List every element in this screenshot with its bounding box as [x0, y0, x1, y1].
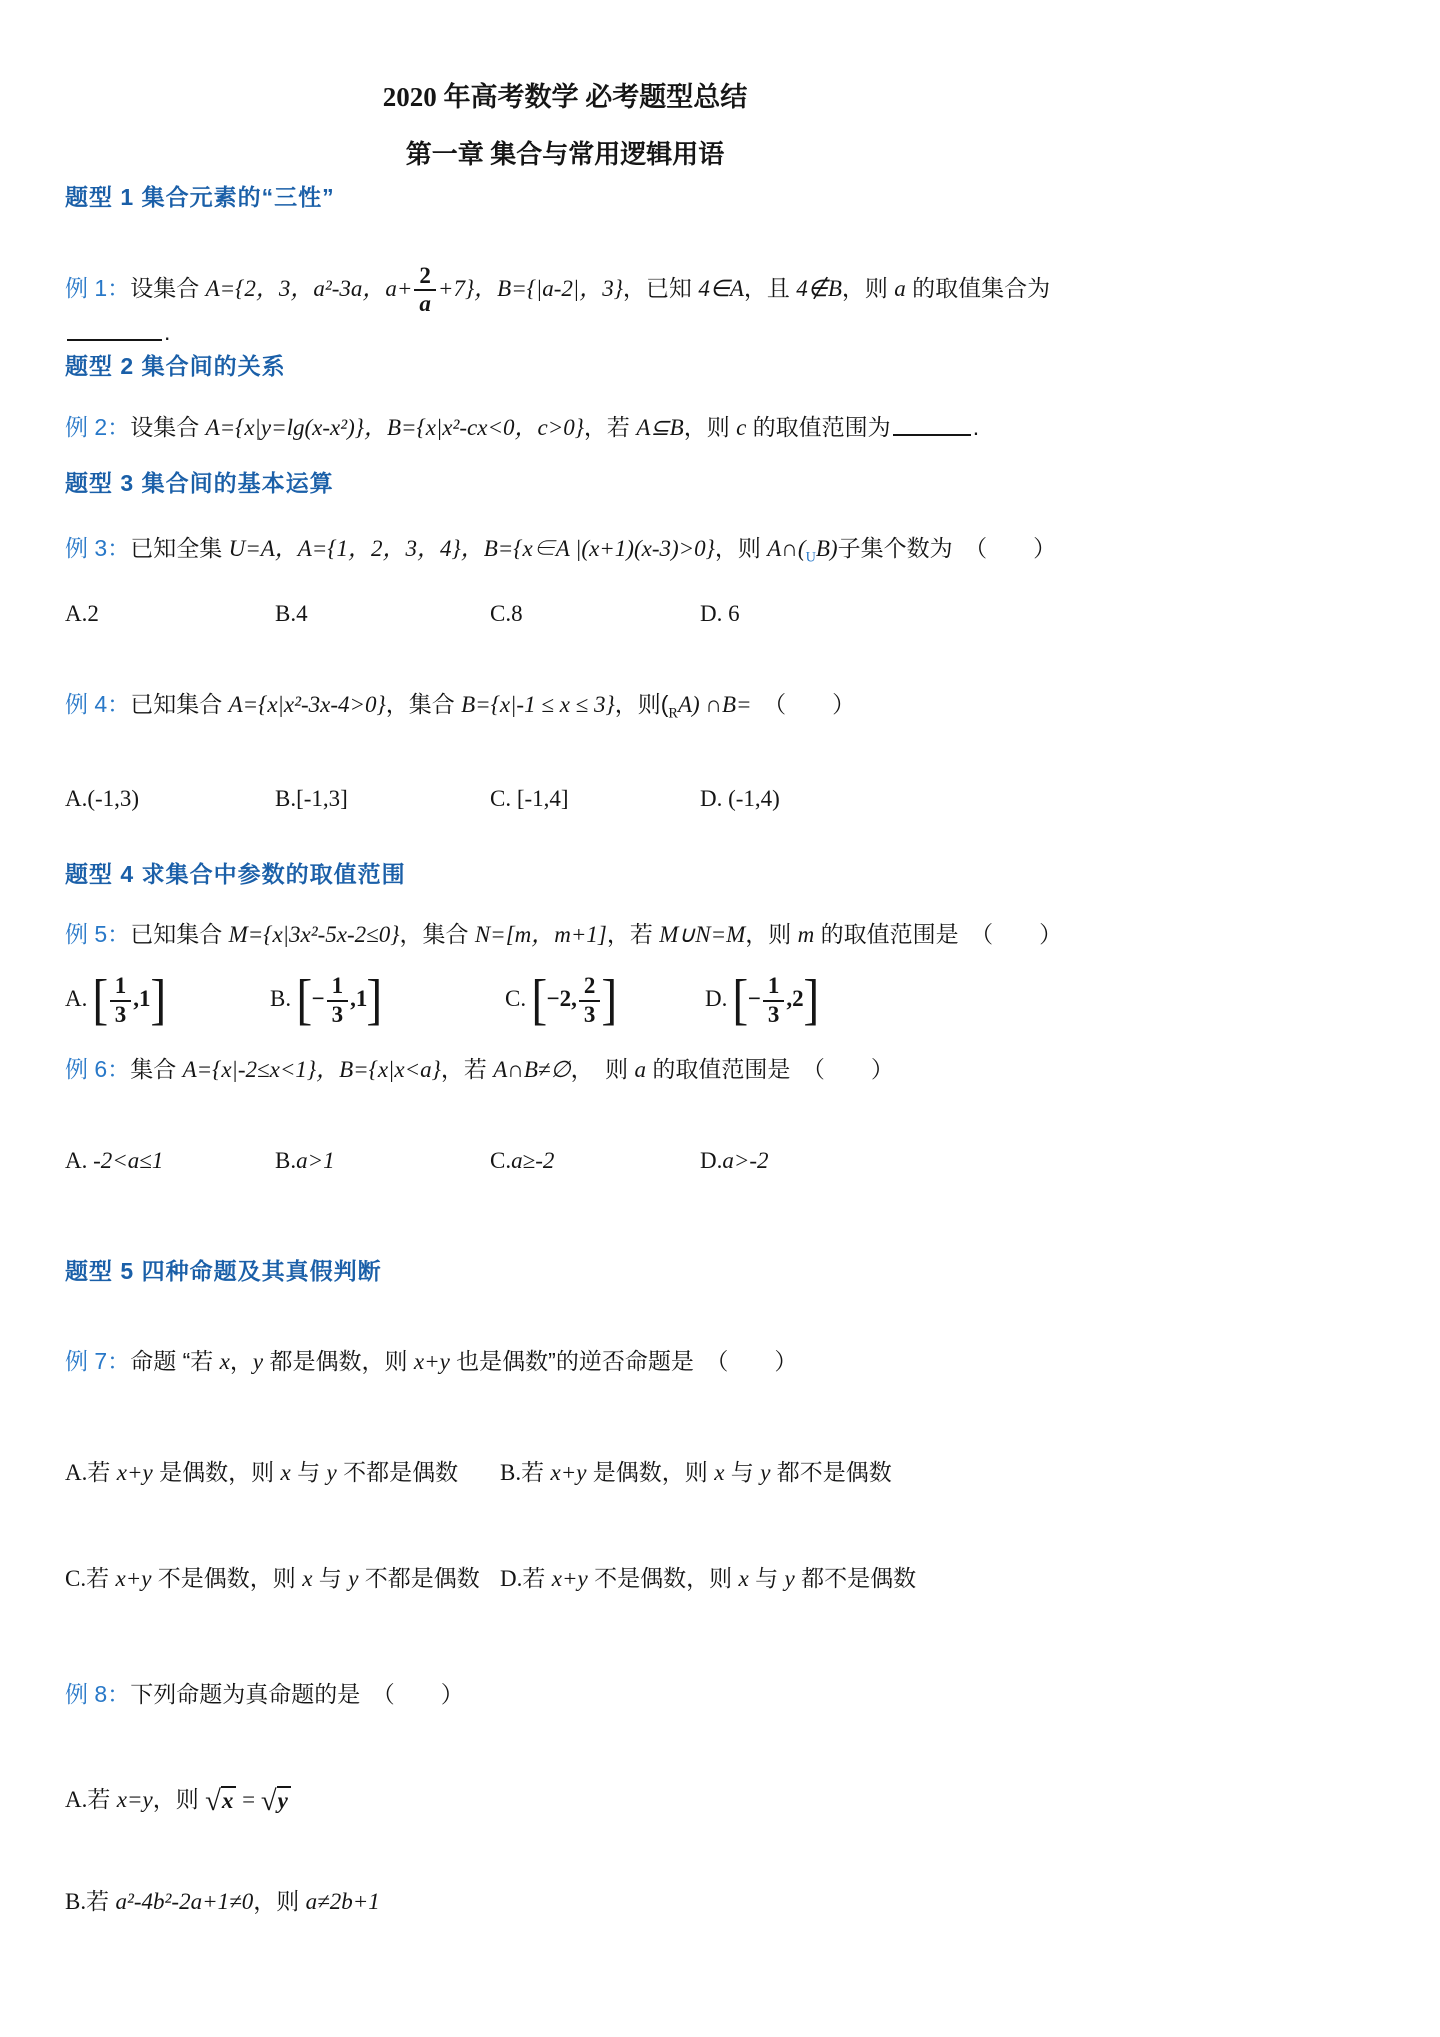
option-b [500, 1457, 1125, 1488]
math-run: c [736, 415, 747, 441]
option-c [490, 598, 700, 629]
math-run: 4∉B [796, 276, 842, 302]
text-run: 若 [86, 1887, 116, 1914]
example-label: 例 4： [65, 690, 131, 717]
option-letter: B. [270, 986, 297, 1012]
math-run: y [326, 1459, 337, 1485]
option-letter: A. [65, 1786, 88, 1812]
math-run: A∩B≠∅ [493, 1056, 571, 1082]
option-letter: B.4 [275, 600, 308, 626]
big-bracket: ] [366, 968, 383, 1031]
text-run: 集合 [130, 1055, 183, 1082]
text-run: （ ） [751, 690, 856, 717]
example-7-line [65, 1346, 1125, 1377]
option-b [270, 968, 505, 1031]
math-run: A={x|y=lg(x-x²)}，B={x|x²-cx<0，c>0} [205, 415, 584, 441]
topic-3-heading: 题型 3 集合间的基本运算 [65, 470, 334, 497]
fraction [763, 974, 785, 1026]
text-run: ，已知 [622, 275, 699, 302]
text-run: ，若 [606, 921, 660, 948]
option-b [275, 1145, 490, 1176]
option-a [65, 783, 275, 814]
radicand: x [221, 1786, 237, 1813]
math-run: a>1 [296, 1147, 335, 1173]
example-5-line [65, 919, 1125, 950]
math-run: x=y [116, 1786, 153, 1812]
option-d [500, 1563, 1125, 1594]
option-a [65, 598, 275, 629]
document-title: 2020 年高考数学 必考题型总结 [382, 82, 748, 112]
square-root [205, 1786, 236, 1816]
chapter-title: 第一章 集合与常用逻辑用语 [405, 140, 725, 169]
fraction-denominator: 3 [331, 1001, 344, 1027]
math-bold-run: ,1 [350, 986, 368, 1012]
math-run: a [894, 276, 906, 302]
text-run: 与 [290, 1458, 327, 1485]
math-bold-run: −2, [546, 986, 577, 1012]
math-run: M∪N=M [659, 922, 746, 948]
math-run: B={x|-1 ≤ x ≤ 3} [461, 691, 615, 717]
text-run: . [972, 414, 980, 441]
subscript: U [805, 549, 816, 566]
example-6-line [65, 1054, 1125, 1085]
option-letter: C. [505, 986, 532, 1012]
option-letter: C.8 [490, 600, 523, 626]
option-letter: A. [65, 1459, 88, 1485]
option-letter: D. [705, 986, 734, 1012]
option-letter: A.2 [65, 600, 99, 626]
fraction-numerator: 1 [763, 974, 785, 1001]
option-letter: = [236, 1786, 261, 1812]
text-run: ，且 [743, 275, 797, 302]
topic-2-heading: 题型 2 集合间的关系 [65, 353, 286, 380]
radicand: y [277, 1786, 291, 1813]
math-run: A={x|-2≤x<1}，B={x|x<a} [182, 1056, 441, 1082]
option-d [700, 783, 1125, 814]
text-run: 命题 “若 [130, 1347, 220, 1374]
topic-4-heading: 题型 4 求集合中参数的取值范围 [65, 861, 406, 888]
text-run: ，则 [253, 1887, 306, 1914]
fraction-denominator: 3 [583, 1001, 596, 1027]
text-run: 都不是偶数 [794, 1564, 917, 1591]
option-letter: B. [275, 1147, 297, 1173]
example-6-options-row [65, 1145, 1125, 1176]
example-4-options-row [65, 783, 1125, 814]
text-run: 已知全集 [130, 535, 229, 562]
big-bracket: ] [149, 968, 166, 1031]
text-run: 不是偶数，则 [151, 1564, 303, 1591]
math-run: 4∈A [698, 276, 744, 302]
math-bold-run: ,1 [133, 986, 151, 1012]
math-run: a [634, 1056, 646, 1082]
text-run: 若 [87, 1785, 117, 1812]
text-run: 与 [312, 1564, 349, 1591]
option-a [65, 1145, 275, 1176]
math-run: y [252, 1348, 264, 1374]
option-letter: C. [65, 1565, 87, 1591]
fraction [579, 974, 601, 1026]
math-run: U=A，A={1，2，3，4}，B={x∈A |(x+1)(x-3)>0} [228, 536, 715, 562]
topic-5-heading: 题型 5 四种命题及其真假判断 [65, 1257, 382, 1284]
fraction-numerator: 2 [579, 974, 601, 1001]
example-5-options-row [65, 968, 1125, 1031]
big-bracket: ] [803, 968, 819, 1031]
math-run: x+y [413, 1348, 450, 1374]
option-b [275, 598, 490, 629]
text-run: ，若 [583, 414, 637, 441]
math-run: m [797, 922, 815, 948]
math-bold-run: ,2 [786, 986, 804, 1012]
math-run: A={x|x²-3x-4>0} [228, 691, 386, 717]
math-run: M={x|3x²-5x-2≤0} [228, 922, 400, 948]
math-run: -2<a≤1 [93, 1147, 164, 1173]
text-run: ，集合 [385, 690, 462, 717]
example-label: 例 1： [65, 275, 131, 302]
subscript: R [668, 705, 678, 722]
math-run: x+y [551, 1565, 588, 1591]
option-letter: B. [65, 1888, 87, 1914]
math-run: y [348, 1565, 359, 1591]
option-d [700, 598, 1125, 629]
text-run: 与 [748, 1564, 785, 1591]
math-run: A) ∩B= [677, 691, 752, 717]
example-7-options-row-cd [65, 1563, 1125, 1594]
fraction-denominator: 3 [114, 1001, 127, 1027]
math-run: B) [815, 536, 838, 562]
text-run: ， 则 [570, 1055, 635, 1082]
option-a [65, 1457, 500, 1488]
fraction-numerator: 1 [327, 974, 349, 1001]
fraction [327, 974, 349, 1026]
example-7-options-row-ab [65, 1457, 1125, 1488]
example-label: 例 6： [65, 1055, 131, 1082]
text-run: 不都是偶数 [336, 1458, 459, 1485]
text-run: 设集合 [130, 414, 206, 441]
text-run: 不都是偶数 [358, 1564, 480, 1591]
math-run: x [714, 1459, 725, 1485]
text-run: 是偶数，则 [586, 1458, 715, 1485]
math-run: a>-2 [722, 1147, 769, 1173]
math-run: a≥-2 [511, 1147, 555, 1173]
text-run: 的取值范围是 （ ） [645, 1055, 894, 1082]
big-bracket: [ [296, 968, 313, 1031]
math-run: A={2，3，a²-3a，a+ [205, 276, 413, 302]
option-letter: A.(-1,3) [65, 786, 140, 812]
text-run: ，则 [152, 1785, 206, 1812]
example-8-option-a-line [65, 1784, 1125, 1816]
math-run: +7}，B={|a-2|，3} [437, 276, 623, 302]
option-letter: B. [500, 1459, 522, 1485]
answer-blank [893, 411, 971, 436]
text-run: 下列命题为真命题的是 （ ） [130, 1680, 464, 1707]
option-d [705, 968, 1125, 1031]
square-root [261, 1786, 291, 1816]
option-letter: C. [490, 1147, 512, 1173]
text-run: 是偶数，则 [152, 1458, 281, 1485]
math-run: x [219, 1348, 230, 1374]
fraction [110, 974, 132, 1026]
math-run: x+y [115, 1565, 152, 1591]
example-4-line [65, 689, 1125, 729]
option-letter: C. [-1,4] [490, 786, 569, 812]
example-2-line [65, 411, 1125, 443]
math-run: a≠2b+1 [305, 1888, 380, 1914]
text-run: . [164, 319, 171, 346]
fraction [414, 264, 436, 316]
example-8-option-b-line [65, 1886, 1125, 1917]
math-run: N=[m，m+1] [474, 922, 607, 948]
big-bracket: ] [601, 968, 618, 1031]
text-run: 的取值范围为 [746, 414, 891, 441]
fraction-denominator: 3 [767, 1001, 780, 1027]
text-run: 与 [724, 1458, 761, 1485]
option-c [490, 783, 700, 814]
math-run: y [784, 1565, 795, 1591]
text-run: 都是偶数，则 [263, 1347, 414, 1374]
fraction-numerator: 2 [414, 264, 436, 291]
text-run: 若 [87, 1458, 117, 1485]
text-run: 的取值集合为 [905, 275, 1051, 302]
option-letter: D. (-1,4) [700, 786, 780, 812]
option-letter: D. 6 [700, 600, 740, 626]
math-run: a²-4b²-2a+1≠0 [115, 1888, 254, 1914]
text-run: 若 [86, 1564, 116, 1591]
text-run: ，则 [745, 921, 798, 948]
topic-1-heading: 题型 1 集合元素的“三性” [65, 184, 335, 210]
math-run: x [280, 1459, 291, 1485]
math-run: A⊆B [636, 415, 684, 441]
math-run: y [760, 1459, 771, 1485]
radical-sign: √ [260, 1784, 277, 1817]
example-label: 例 8： [65, 1680, 131, 1707]
math-run: x [302, 1565, 313, 1591]
option-letter: D. [500, 1565, 523, 1591]
math-bold-run: − [747, 986, 761, 1012]
text-run: 若 [521, 1458, 551, 1485]
radical-sign: √ [205, 1784, 221, 1817]
text-run: 若 [522, 1564, 552, 1591]
option-a [65, 968, 270, 1031]
fraction-numerator: 1 [110, 974, 132, 1001]
option-letter: D. [700, 1147, 723, 1173]
option-letter: A. [65, 986, 94, 1012]
math-bold-run: − [311, 986, 325, 1012]
text-run: 已知集合 [130, 690, 229, 717]
math-run: A∩( [767, 536, 806, 562]
example-1-line [65, 264, 1125, 347]
text-run: ，集合 [399, 921, 475, 948]
text-run: 已知集合 [130, 921, 229, 948]
example-8-line [65, 1679, 1125, 1709]
option-b [275, 783, 490, 814]
option-d [700, 1145, 1125, 1176]
text-run: 都不是偶数 [770, 1458, 892, 1485]
text-run: ，则 [683, 414, 737, 441]
text-run: 不是偶数，则 [587, 1564, 739, 1591]
math-run: x+y [550, 1459, 587, 1485]
example-label: 例 5： [65, 921, 131, 948]
text-run: 也是偶数”的逆否命题是 （ ） [449, 1347, 798, 1374]
example-label: 例 7： [65, 1347, 131, 1374]
big-bracket: [ [531, 968, 548, 1031]
text-run: ， [229, 1347, 253, 1374]
example-3-options-row [65, 598, 1125, 629]
math-run: x+y [116, 1459, 153, 1485]
text-run: ，若 [440, 1055, 494, 1082]
option-c [65, 1563, 500, 1594]
text-run: ，则( [614, 690, 669, 717]
example-3-line [65, 533, 1125, 573]
math-run: x [738, 1565, 749, 1591]
text-run: ，则 [841, 275, 895, 302]
fraction-denominator: a [419, 291, 431, 317]
text-run: 的取值范围是 （ ） [814, 921, 1063, 948]
example-label: 例 3： [65, 535, 131, 562]
answer-blank [67, 316, 162, 341]
option-letter: A. [65, 1147, 94, 1173]
option-c [505, 968, 705, 1031]
option-c [490, 1145, 700, 1176]
option-letter: B.[-1,3] [275, 786, 348, 812]
example-label: 例 2： [65, 414, 131, 441]
text-run: ，则 [714, 535, 768, 562]
text-run: 设集合 [130, 275, 206, 302]
big-bracket: [ [92, 968, 109, 1031]
big-bracket: [ [732, 968, 749, 1031]
text-run: 子集个数为 （ ） [837, 535, 1057, 562]
